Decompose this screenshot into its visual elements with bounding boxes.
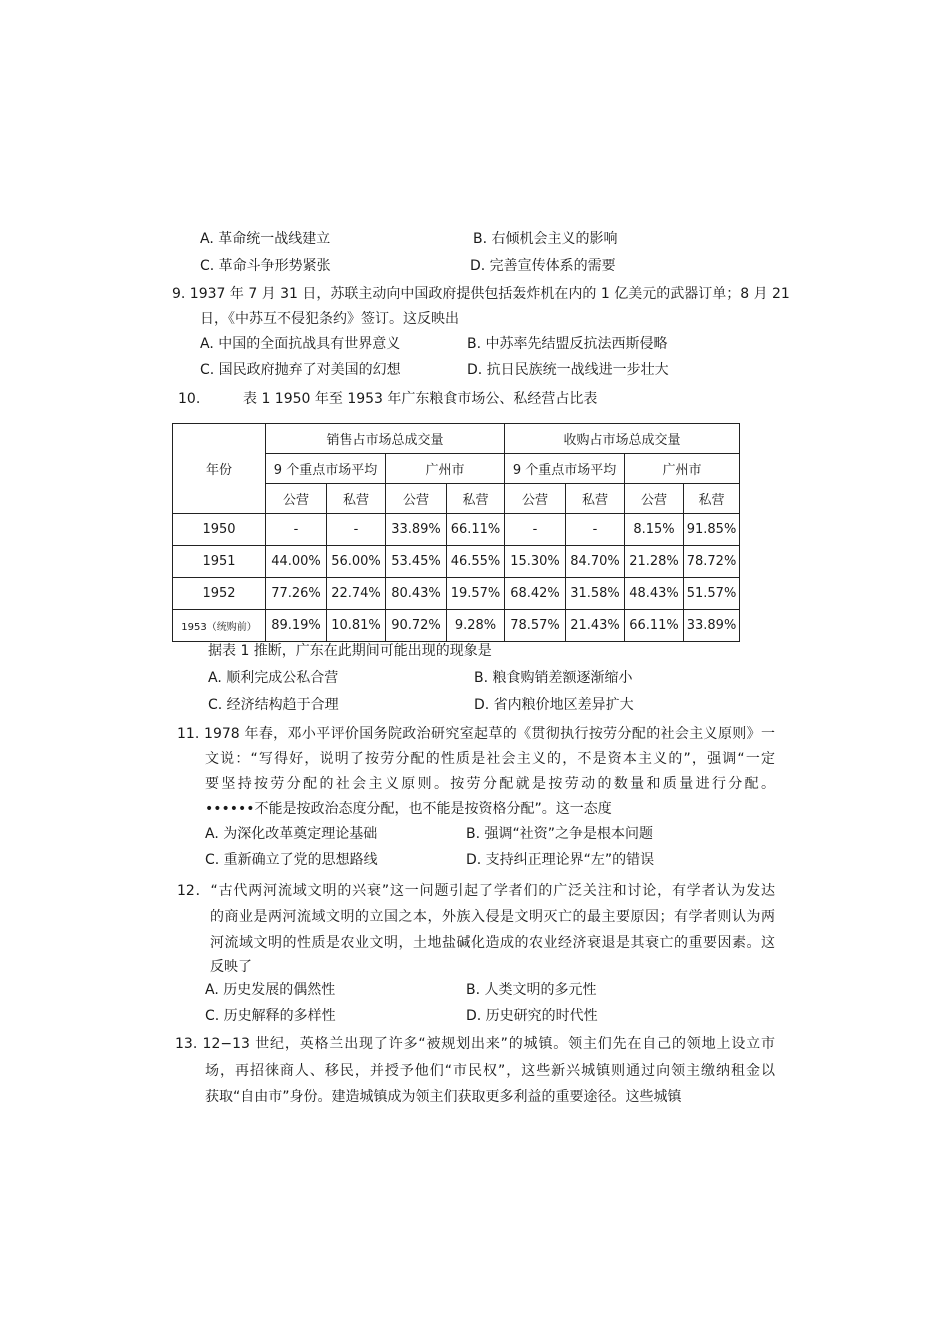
- q9-option-a: A. 中国的全面抗战具有世界意义: [200, 336, 401, 352]
- table-cell: -: [327, 514, 386, 546]
- q9-option-b: B. 中苏率先结盟反抗法西斯侵略: [467, 336, 668, 352]
- table-cell: 10.81%: [327, 610, 386, 642]
- q8-option-c: C. 革命斗争形势紧张: [200, 258, 331, 274]
- table-row: [173, 514, 740, 546]
- q10-number: 10.: [178, 391, 201, 407]
- q10-option-b: B. 粮食购销差额逐渐缩小: [474, 670, 633, 686]
- table-cell: 53.45%: [386, 546, 447, 578]
- q10-stem: 据表 1 推断，广东在此期间可能出现的现象是: [208, 643, 492, 659]
- sales-nine-markets-header: 9 个重点市场平均: [266, 454, 386, 484]
- purchase-guangzhou-header: 广州市: [625, 454, 740, 484]
- purchase-group-header: 收购占市场总成交量: [505, 424, 740, 454]
- q11-stem-line1: 11. 1978 年春，邓小平评价国务院政治研究室起草的《贯彻执行按劳分配的社会主义原则》一: [177, 726, 775, 742]
- row-year: 1950: [173, 514, 266, 546]
- row-year: 1951: [173, 546, 266, 578]
- private-header: 私营: [327, 484, 386, 514]
- table-cell: 44.00%: [266, 546, 327, 578]
- table-cell: 68.42%: [505, 578, 566, 610]
- table-cell: 48.43%: [625, 578, 684, 610]
- q13-stem-line2: 场，再招徕商人、移民，并授予他们“市民权”，这些新兴城镇则通过向领主缴纳租金以: [205, 1063, 775, 1079]
- q11-option-a: A. 为深化改革奠定理论基础: [205, 826, 378, 842]
- q11-option-d: D. 支持纠正理论界“左”的错误: [466, 852, 655, 868]
- q11-stem-line3: 要坚持按劳分配的社会主义原则。按劳分配就是按劳动的数量和质量进行分配。: [205, 776, 775, 792]
- public-header: 公营: [266, 484, 327, 514]
- q12-option-a: A. 历史发展的偶然性: [205, 982, 336, 998]
- private-header: 私营: [684, 484, 740, 514]
- q12-stem-line1: 12．“古代两河流域文明的兴衰”这一问题引起了学者们的广泛关注和讨论，有学者认为发达: [177, 883, 775, 899]
- q11-option-b: B. 强调“社资”之争是根本问题: [466, 826, 654, 842]
- table-cell: 22.74%: [327, 578, 386, 610]
- q13-stem-line3: 获取“自由市”身份。建造城镇成为领主们获取更多利益的重要途径。这些城镇: [205, 1089, 682, 1105]
- q9-stem-line1: 9. 1937 年 7 月 31 日，苏联主动向中国政府提供包括轰炸机在内的 1 亿美元的武器订单；8 月 21: [172, 286, 790, 302]
- table-cell: -: [566, 514, 625, 546]
- table-cell: 46.55%: [447, 546, 505, 578]
- table-cell: 15.30%: [505, 546, 566, 578]
- q9-option-c: C. 国民政府抛弃了对美国的幻想: [200, 362, 401, 378]
- row-year: 1952: [173, 578, 266, 610]
- grain-market-table: [172, 423, 740, 642]
- q12-stem-line4: 反映了: [210, 959, 252, 975]
- year-header: 年份: [173, 424, 266, 514]
- table-cell: 91.85%: [684, 514, 740, 546]
- table-caption: 表 1 1950 年至 1953 年广东粮食市场公、私经营占比表: [243, 391, 598, 407]
- q11-stem-line4: ••••••不能是按政治态度分配，也不能是按资格分配”。这一态度: [205, 801, 612, 817]
- q11-stem-line2: 文说：“写得好，说明了按劳分配的性质是社会主义的，不是资本主义的”，强调“一定: [205, 751, 775, 767]
- q12-stem-line2: 的商业是两河流域文明的立国之本，外族入侵是文明灭亡的最主要原因；有学者则认为两: [210, 909, 775, 925]
- table-cell: 78.57%: [505, 610, 566, 642]
- table-cell: 90.72%: [386, 610, 447, 642]
- table-cell: 21.43%: [566, 610, 625, 642]
- table-cell: 8.15%: [625, 514, 684, 546]
- row-year: 1953（统购前）: [173, 610, 266, 642]
- public-header: 公营: [505, 484, 566, 514]
- table-cell: 80.43%: [386, 578, 447, 610]
- table-row: [173, 610, 740, 642]
- purchase-nine-markets-header: 9 个重点市场平均: [505, 454, 625, 484]
- q13-stem-line1: 13. 12−13 世纪，英格兰出现了许多“被规划出来”的城镇。领主们先在自己的领地上设立市: [175, 1036, 775, 1052]
- table-cell: 78.72%: [684, 546, 740, 578]
- table-cell: 66.11%: [625, 610, 684, 642]
- q10-option-c: C. 经济结构趋于合理: [208, 697, 339, 713]
- table-cell: -: [266, 514, 327, 546]
- q12-option-d: D. 历史研究的时代性: [466, 1008, 598, 1024]
- table-cell: 56.00%: [327, 546, 386, 578]
- table-cell: 21.28%: [625, 546, 684, 578]
- private-header: 私营: [447, 484, 505, 514]
- q10-option-d: D. 省内粮价地区差异扩大: [474, 697, 634, 713]
- q8-option-a: A. 革命统一战线建立: [200, 231, 331, 247]
- table-cell: 51.57%: [684, 578, 740, 610]
- q12-stem-line3: 河流域文明的性质是农业文明，土地盐碱化造成的农业经济衰退是其衰亡的重要因素。这: [210, 935, 775, 951]
- table-cell: 66.11%: [447, 514, 505, 546]
- q11-option-c: C. 重新确立了党的思想路线: [205, 852, 378, 868]
- table-cell: 19.57%: [447, 578, 505, 610]
- table-row: [173, 578, 740, 610]
- q12-option-b: B. 人类文明的多元性: [466, 982, 597, 998]
- public-header: 公营: [625, 484, 684, 514]
- table-cell: 31.58%: [566, 578, 625, 610]
- q8-option-b: B. 右倾机会主义的影响: [473, 231, 618, 247]
- table-cell: 84.70%: [566, 546, 625, 578]
- table-cell: 77.26%: [266, 578, 327, 610]
- table-cell: 89.19%: [266, 610, 327, 642]
- q9-option-d: D. 抗日民族统一战线进一步壮大: [467, 362, 669, 378]
- q8-option-d: D. 完善宣传体系的需要: [470, 258, 616, 274]
- sales-group-header: 销售占市场总成交量: [266, 424, 505, 454]
- table-cell: 33.89%: [386, 514, 447, 546]
- q9-stem-line2: 日，《中苏互不侵犯条约》签订。这反映出: [200, 311, 459, 327]
- table-cell: 9.28%: [447, 610, 505, 642]
- q10-option-a: A. 顺利完成公私合营: [208, 670, 339, 686]
- table-row: [173, 546, 740, 578]
- table-cell: -: [505, 514, 566, 546]
- public-header: 公营: [386, 484, 447, 514]
- table-cell: 33.89%: [684, 610, 740, 642]
- q12-option-c: C. 历史解释的多样性: [205, 1008, 336, 1024]
- private-header: 私营: [566, 484, 625, 514]
- sales-guangzhou-header: 广州市: [386, 454, 505, 484]
